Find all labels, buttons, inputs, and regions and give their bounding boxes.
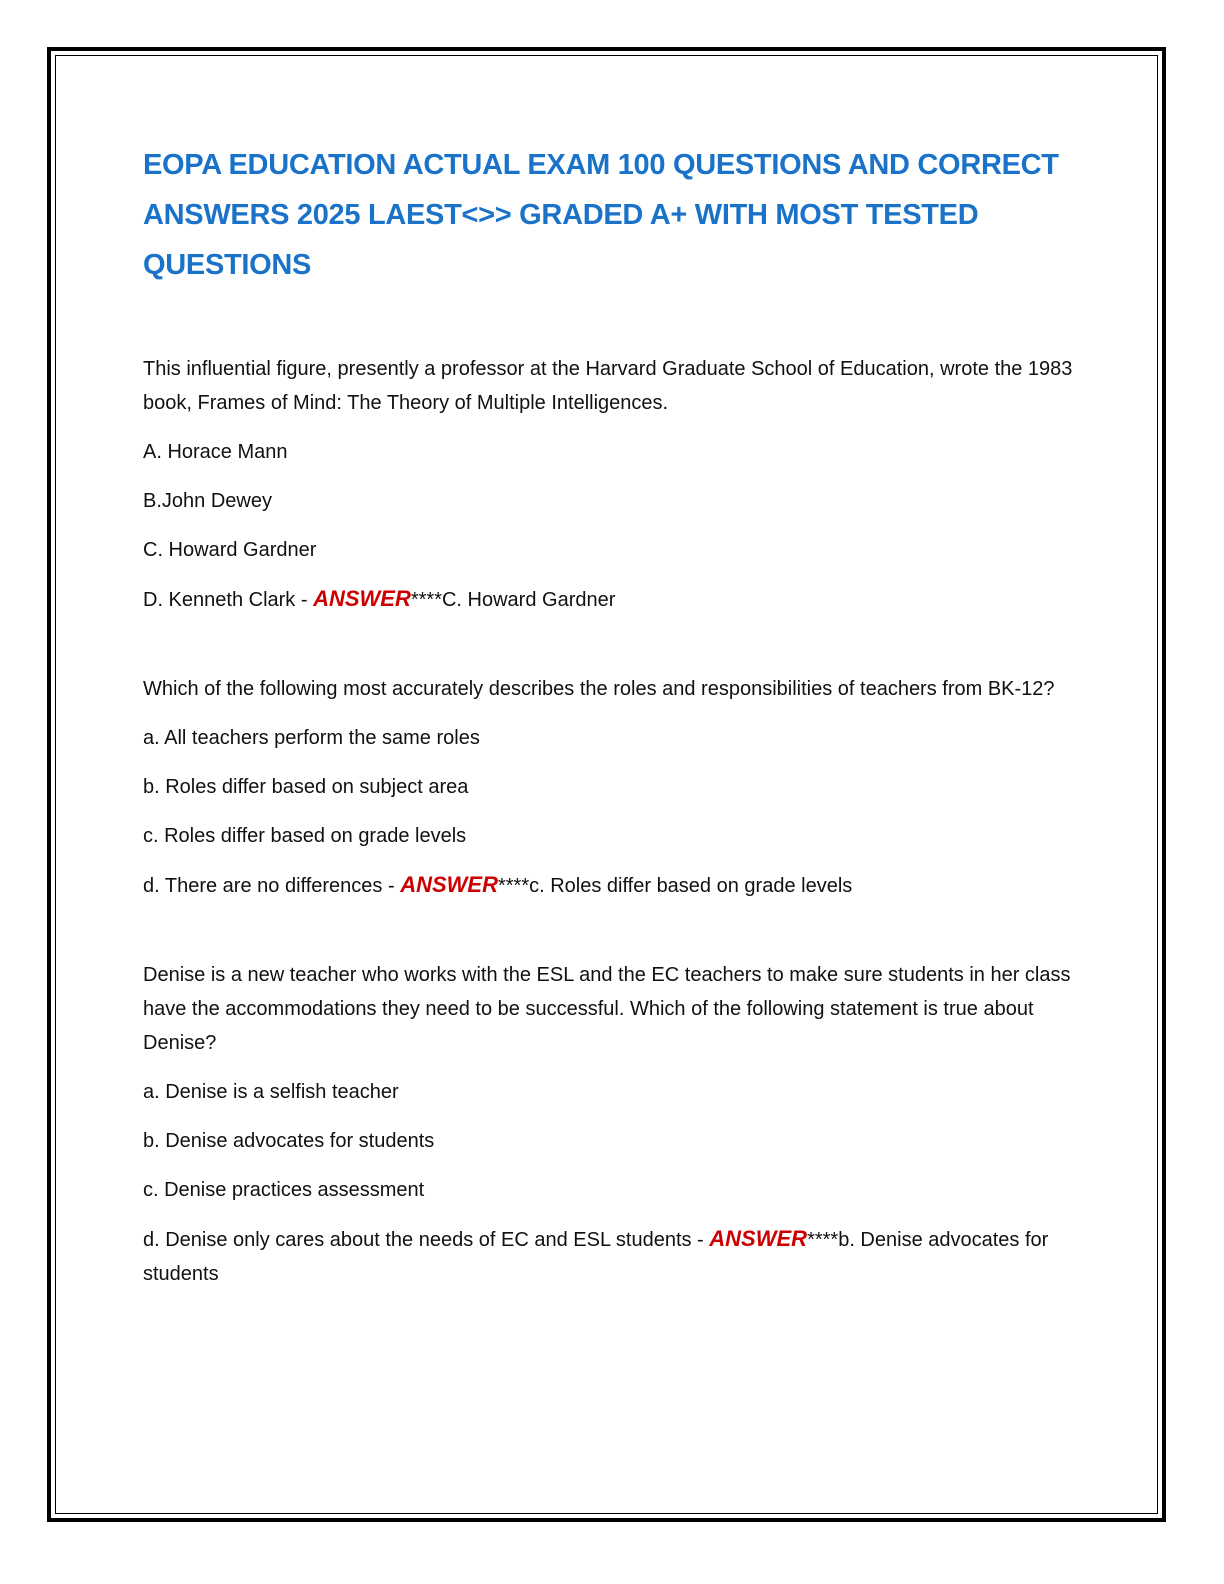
option-d-with-answer — [143, 582, 1078, 617]
answer-label: ANSWER — [313, 586, 411, 611]
document-body — [143, 140, 1078, 1291]
answer-label: ANSWER — [709, 1226, 808, 1251]
option-c: C. Howard Gardner — [143, 539, 317, 561]
document-title: EOPA EDUCATION ACTUAL EXAM 100 QUESTIONS AND CORRECT ANSWERS 2025 LAEST<>> GRADED A+ WITH MOST TESTED QUESTIONS — [143, 149, 1059, 281]
option-c: c. Roles differ based on grade levels — [143, 825, 467, 847]
option-c: c. Denise practices assessment — [143, 1179, 425, 1201]
option-b: B.John Dewey — [143, 490, 272, 512]
option-d: d. There are no differences - — [143, 875, 401, 897]
question-2 — [143, 672, 1078, 903]
answer-text: ****b. Denise advocates for students — [143, 1229, 1049, 1285]
option-d: D. Kenneth Clark - — [143, 589, 314, 611]
answer-label: ANSWER — [400, 872, 498, 897]
answer-text: ****C. Howard Gardner — [410, 589, 616, 611]
question-1 — [143, 352, 1078, 617]
option-b: b. Denise advocates for students — [143, 1130, 435, 1152]
option-b: b. Roles differ based on subject area — [143, 776, 469, 798]
question-text: This influential figure, presently a professor at the Harvard Graduate School of Education, wrote the 1983 book, Frames of Mind: The Theory of Multiple Intelligences. — [143, 358, 1073, 414]
answer-text: ****c. Roles differ based on grade levels — [497, 875, 853, 897]
option-d-with-answer — [143, 868, 1078, 903]
option-a: a. All teachers perform the same roles — [143, 727, 480, 749]
option-a: a. Denise is a selfish teacher — [143, 1081, 399, 1103]
question-3 — [143, 958, 1078, 1291]
question-text: Which of the following most accurately describes the roles and responsibilities of teachers from BK-12? — [143, 678, 1055, 700]
option-d: d. Denise only cares about the needs of EC and ESL students - — [143, 1229, 710, 1251]
option-d-with-answer — [143, 1222, 1078, 1291]
question-text: Denise is a new teacher who works with the ESL and the EC teachers to make sure students in her class have the accommodations they need to be successful. Which of the following statement is true about Denise? — [143, 964, 1071, 1054]
option-a: A. Horace Mann — [143, 441, 288, 463]
